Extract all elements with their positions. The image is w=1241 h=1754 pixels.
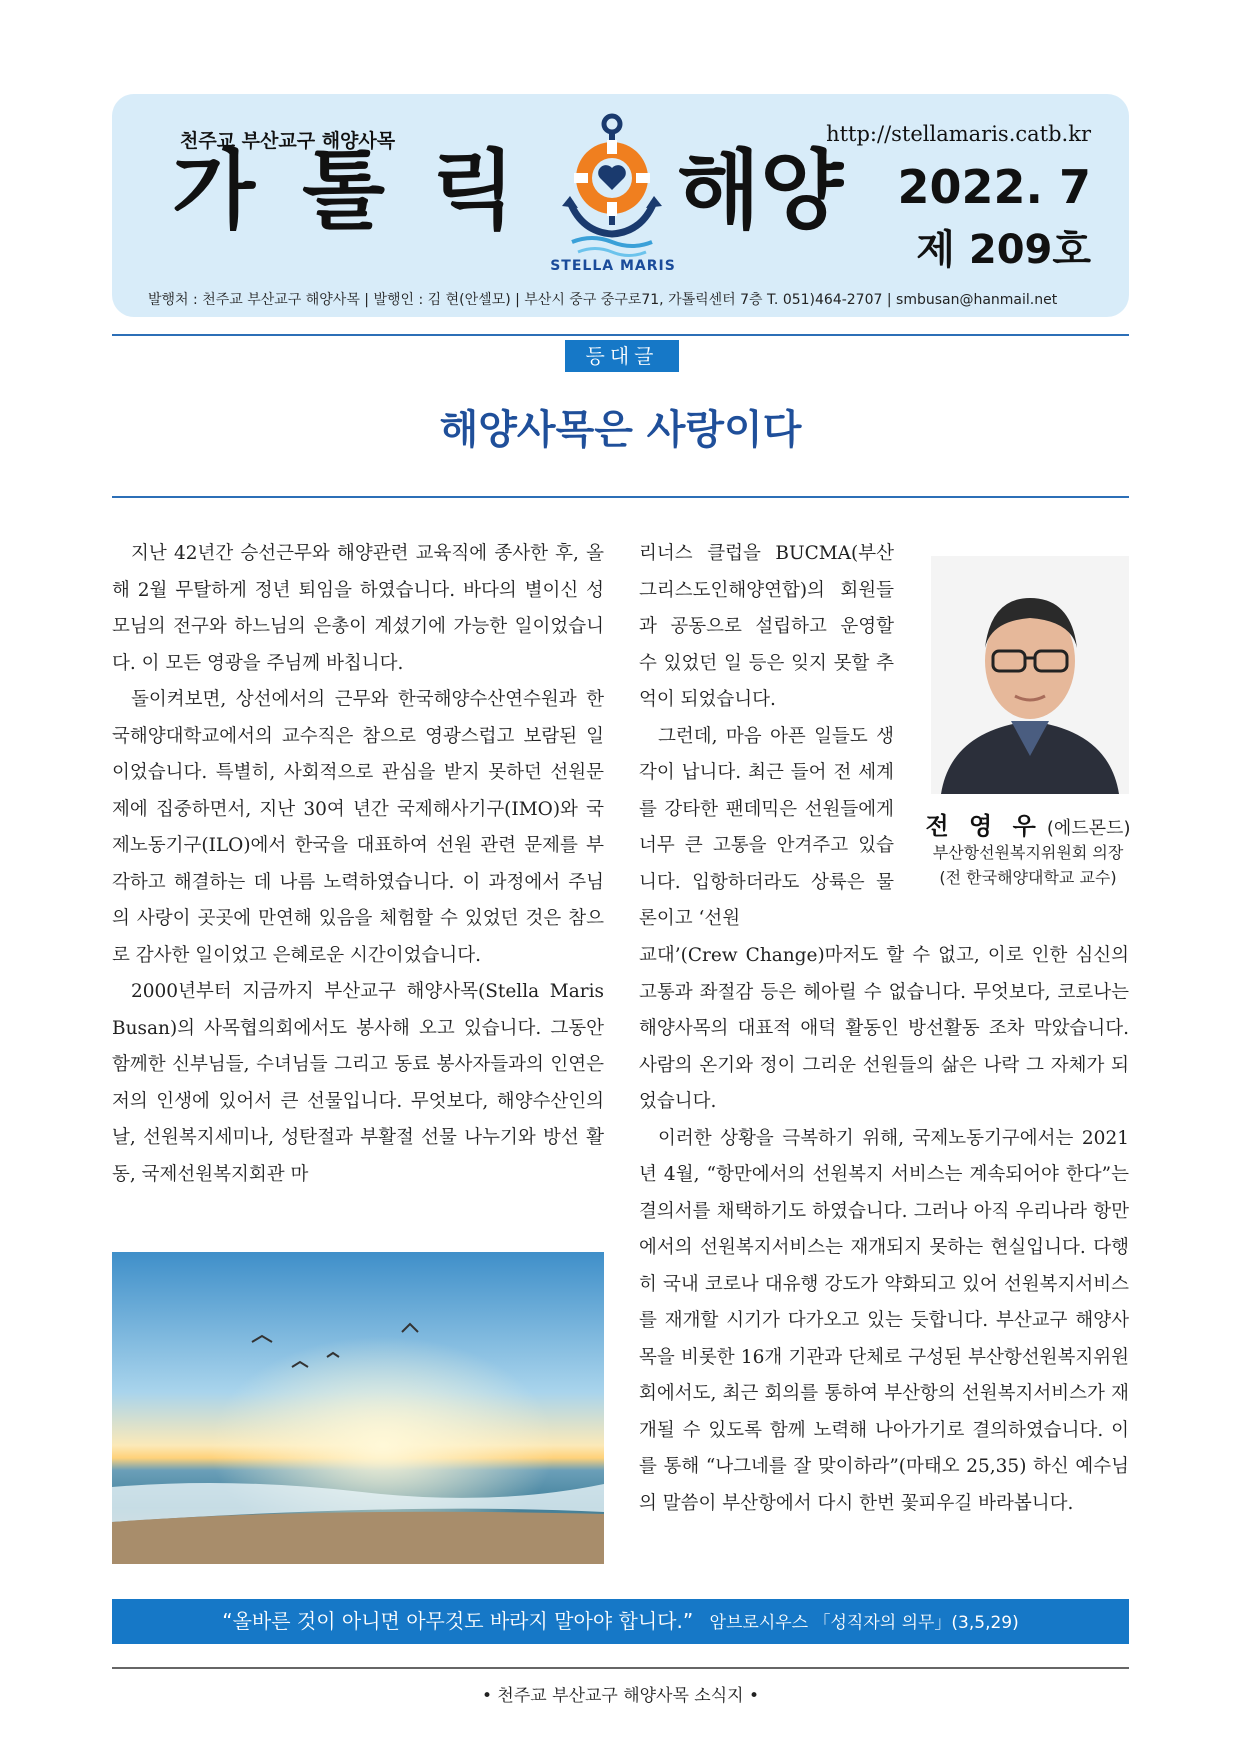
title-char-3: 릭 — [432, 141, 516, 241]
author-name-line — [912, 806, 1144, 841]
title-char-2: 톨 — [302, 141, 386, 241]
issue-number: 제 209호 — [916, 227, 1091, 273]
org-name: 천주교 부산교구 해양사목 — [180, 130, 396, 152]
paragraph: 지난 42년간 승선근무와 해양관련 교육직에 종사한 후, 올해 2월 무탈하게 정년 퇴임을 하였습니다. 바다의 별이신 성모님의 전구와 하느님의 은총이 계셨기에 가능한 일이었습니다. 이 모든 영광을 주님께 바칩니다. — [112, 543, 604, 674]
author-role-former: (전 한국해양대학교 교수) — [939, 868, 1117, 887]
author-portrait — [931, 556, 1129, 794]
author-name: 전 영 우 — [925, 812, 1042, 840]
publisher-line: 발행처 : 천주교 부산교구 해양사목 | 발행인 : 김 현(안셀모) | 부산시 중구 중구로71, 가톨릭센터 7층 T. 051)464-2707 | smbusan@hanmail.net — [148, 292, 1058, 308]
divider-top — [112, 334, 1129, 336]
article-right-column-top — [639, 536, 894, 938]
article-right-column — [639, 938, 1129, 1522]
issue-date: 2022. 7 — [897, 160, 1091, 214]
article-headline: 해양사목은 사랑이다 — [439, 407, 802, 453]
paragraph: 2000년부터 지금까지 부산교구 해양사목(Stella Maris Busan)의 사목협의회에서도 봉사해 오고 있습니다. 그동안 함께한 신부님들, 수녀님들 그리고 동료 봉사자들과의 인연은 저의 인생에 있어서 큰 선물입니다. 무엇보다, 해양수산인의 날, 선원복지세미나, 성탄절과 부활절 선물 나누기와 방선 활동, 국제선원복지회관 마 — [112, 981, 604, 1185]
author-alias: (에드몬드) — [1046, 818, 1131, 839]
paragraph: 교대’(Crew Change)마저도 할 수 없고, 이로 인한 심신의 고통과 좌절감 등은 헤아릴 수 없습니다. 무엇보다, 코로나는 해양사목의 대표적 애덕 활동인 방선활동 조차 막았습니다. 사람의 온기와 정이 그리운 선원들의 삶은 나락 그 자체가 되었습니다. — [639, 945, 1129, 1112]
author-role-current: 부산항선원복지위원회 의장 — [932, 843, 1124, 862]
quote-text: “올바른 것이 아니면 아무것도 바라지 말아야 합니다.” — [222, 1609, 694, 1633]
footer-text: • 천주교 부산교구 해양사목 소식지 • — [482, 1686, 759, 1706]
divider-mid — [112, 496, 1129, 498]
sea-sunrise-photo — [112, 1252, 604, 1564]
masthead — [112, 94, 1129, 317]
article-left-column — [112, 536, 604, 1193]
website-url: http://stellamaris.catb.kr — [826, 122, 1091, 146]
divider-bottom — [112, 1667, 1129, 1669]
title-char-4: 해양 — [677, 141, 844, 241]
quote-source: 암브로시우스 「성직자의 의무」(3,5,29) — [709, 1613, 1019, 1633]
paragraph: 돌이켜보면, 상선에서의 근무와 한국해양수산연수원과 한국해양대학교에서의 교수직은 참으로 영광스럽고 보람된 일이었습니다. 특별히, 사회적으로 관심을 받지 못하던 선원문제에 집중하면서, 지난 30여 년간 국제해사기구(IMO)와 국제노동기구(ILO)에서 한국을 대표하여 선원 관련 문제를 부각하고 해결하는 데 나름 노력하였습니다. 이 과정에서 주님의 사랑이 곳곳에 만연해 있음을 체험할 수 있었던 것은 참으로 감사한 일이었고 은혜로운 시간이었습니다. — [112, 689, 604, 966]
author-roles — [912, 840, 1144, 890]
section-badge: 등대글 — [565, 340, 679, 372]
logo-text: STELLA MARIS — [550, 258, 676, 274]
paragraph: 리너스 클럽을 BUCMA(부산그리스도인해양연합)의 회원들과 공동으로 설립하고 운영할 수 있었던 일 등은 잊지 못할 추억이 되었습니다. — [639, 543, 894, 710]
anchor-lifebuoy-logo-icon — [552, 110, 672, 260]
quote-bar — [112, 1599, 1129, 1644]
paragraph: 이러한 상황을 극복하기 위해, 국제노동기구에서는 2021년 4월, “항만에서의 선원복지 서비스는 계속되어야 한다”는 결의서를 채택하기도 하였습니다. 그러나 아직 우리나라 항만에서의 선원복지서비스는 재개되지 못하는 현실입니다. 다행히 국내 코로나 대유행 강도가 약화되고 있어 선원복지서비스를 재개할 시기가 다가오고 있는 듯합니다. 부산교구 해양사목을 비롯한 16개 기관과 단체로 구성된 부산항선원복지위원회에서도, 최근 회의를 통하여 부산항의 선원복지서비스가 재개될 수 있도록 함께 노력해 나아가기로 결의하였습니다. 이를 통해 “나그네를 잘 맞이하라”(마태오 25,35) 하신 예수님의 말씀이 부산항에서 다시 한번 꽃피우길 바라봅니다. — [639, 1127, 1129, 1514]
paragraph: 그런데, 마음 아픈 일들도 생각이 납니다. 최근 들어 전 세계를 강타한 팬데믹은 선원들에게 너무 큰 고통을 안겨주고 있습니다. 입항하더라도 상륙은 물론이고 ‘선원 — [639, 725, 894, 929]
title-char-1: 가 — [172, 141, 256, 241]
